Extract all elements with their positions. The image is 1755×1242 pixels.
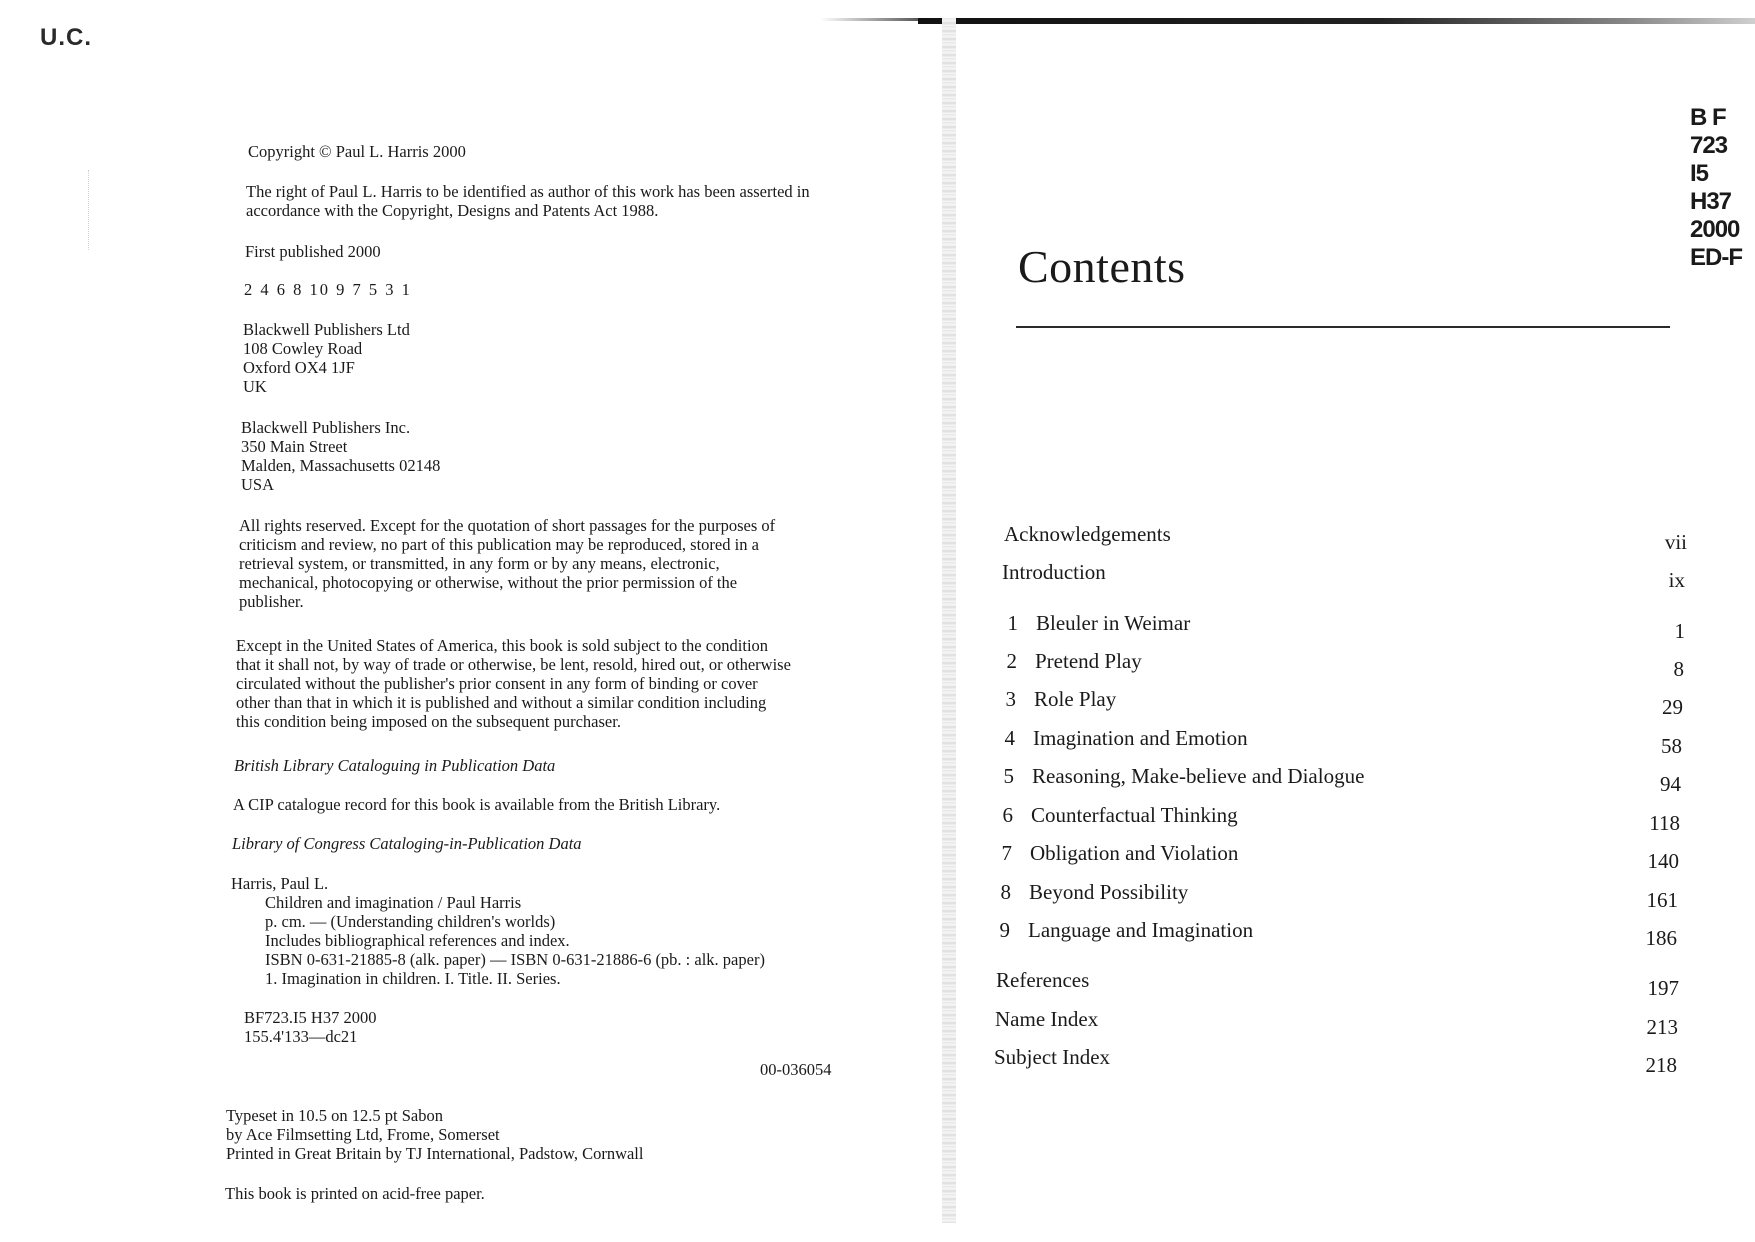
typesetting-credits: Typeset in 10.5 on 12.5 pt Sabon by Ace Filmsetting Ltd, Frome, Somerset Printed in Great Britain by TJ International, Padstow, Cornwall (226, 1106, 644, 1163)
toc-entry (996, 687, 1683, 717)
book-gutter (942, 18, 956, 1223)
toc-chapter-number: 3 (1005, 687, 1016, 711)
lc-control-number: 00-036054 (760, 1060, 832, 1079)
toc-chapter-number: 9 (999, 918, 1010, 942)
loc-cip-heading: Library of Congress Cataloging-in-Publication Data (232, 834, 582, 853)
toc-entry (991, 880, 1678, 910)
toc-page-number: 218 (1645, 1053, 1677, 1077)
toc-page-number: 94 (1660, 772, 1681, 796)
toc-chapter-number: 4 (1004, 726, 1015, 750)
toc-chapter-number: 6 (1002, 803, 1013, 827)
toc-entry (996, 968, 1679, 998)
toc-entry-title: Reasoning, Make-believe and Dialogue (1032, 764, 1365, 788)
toc-entry-title: References (996, 968, 1090, 992)
toc-chapter-number: 8 (1000, 880, 1011, 904)
copyright-line: Copyright © Paul L. Harris 2000 (248, 142, 466, 161)
toc-entry-title: Introduction (1002, 560, 1106, 584)
toc-page-number: ix (1668, 568, 1685, 592)
toc-page-number: 213 (1646, 1015, 1678, 1039)
bl-cip-heading: British Library Cataloguing in Publication Data (234, 756, 556, 775)
toc-entry (995, 726, 1682, 756)
toc-entry-title: Counterfactual Thinking (1031, 803, 1238, 827)
toc-entry-title: Obligation and Violation (1030, 841, 1239, 865)
toc-entry-title: Beyond Possibility (1029, 880, 1189, 904)
cip-author: Harris, Paul L. (231, 874, 329, 893)
toc-entry (990, 918, 1677, 948)
toc-page-number: 29 (1662, 695, 1683, 719)
toc-entry (994, 764, 1681, 794)
toc-entry-title: Subject Index (994, 1045, 1111, 1069)
first-published: First published 2000 (245, 242, 381, 261)
acid-free-paper-note: This book is printed on acid-free paper. (225, 1184, 485, 1203)
classification-numbers: BF723.I5 H37 2000 155.4'133—dc21 (244, 1008, 377, 1046)
toc-page-number: 8 (1673, 657, 1684, 681)
toc-chapter-number: 2 (1006, 649, 1017, 673)
toc-entry-title: Imagination and Emotion (1033, 726, 1248, 750)
toc-page-number: 1 (1674, 619, 1685, 643)
toc-entry (994, 1045, 1677, 1075)
publisher-us-address: Blackwell Publishers Inc. 350 Main Street Malden, Massachusetts 02148 USA (241, 418, 441, 494)
contents-heading: Contents (1018, 241, 1186, 292)
toc-entry (995, 1007, 1678, 1037)
corner-stamp: U.C. (40, 24, 92, 51)
toc-entry-title: Name Index (995, 1007, 1099, 1031)
toc-page-number: 161 (1646, 888, 1678, 912)
printing-line: 2 4 6 8 10 9 7 5 3 1 (244, 280, 412, 299)
bl-cip-record: A CIP catalogue record for this book is available from the British Library. (233, 795, 721, 814)
toc-entry (1002, 560, 1685, 590)
rights-reserved-notice: All rights reserved. Except for the quotation of short passages for the purposes of criticism and review, no part of this publication may be reproduced, stored in a retrieval system, or transmitted, in any form or by any means, electronic, mechanical, photocopying or otherwise, without the prior permission of the publisher. (239, 516, 776, 611)
toc-chapter-number: 1 (1007, 611, 1018, 635)
toc-page-number: 140 (1647, 849, 1679, 873)
toc-page-number: 118 (1649, 811, 1680, 835)
toc-entry-title: Role Play (1034, 687, 1117, 711)
toc-page-number: 186 (1645, 926, 1677, 950)
toc-entry-title: Bleuler in Weimar (1036, 611, 1191, 635)
toc-chapter-number: 7 (1001, 841, 1012, 865)
contents-page (960, 0, 1755, 1242)
toc-page-number: vii (1664, 530, 1687, 554)
toc-chapter-number: 5 (1003, 764, 1014, 788)
toc-entry (1004, 522, 1687, 552)
toc-entry-title: Acknowledgements (1004, 522, 1171, 546)
library-call-number-label: B F 723 I5 H37 2000 ED-F (1690, 104, 1742, 271)
toc-page-number: 197 (1647, 976, 1679, 1000)
toc-entry (997, 649, 1684, 679)
toc-page-number: 58 (1661, 734, 1682, 758)
moral-right-notice: The right of Paul L. Harris to be identified as author of this work has been asserted in accordance with the Copyright, Designs and Patents Act 1988. (246, 182, 810, 220)
toc-entry-title: Language and Imagination (1028, 918, 1254, 942)
heading-rule (1016, 326, 1670, 328)
toc-entry-title: Pretend Play (1035, 649, 1142, 673)
cip-details: Children and imagination / Paul Harris p. cm. — (Understanding children's worlds) Includes bibliographical references and index. ISBN 0-631-21885-8 (alk. paper) — ISBN 0-631-21886-6 (pb. : alk. paper) 1. Imagination in children. I. Title. II. Series. (265, 893, 765, 988)
publisher-uk-address: Blackwell Publishers Ltd 108 Cowley Road Oxford OX4 1JF UK (243, 320, 410, 396)
toc-entry (992, 841, 1679, 871)
sale-condition-notice: Except in the United States of America, this book is sold subject to the condition that it shall not, by way of trade or otherwise, be lent, resold, hired out, or otherwise circulated without the publisher's prior consent in any form of binding or cover other than that in which it is published and without a similar condition including this condition being imposed on the subsequent purchaser. (236, 636, 791, 731)
toc-entry (993, 803, 1680, 833)
toc-entry (998, 611, 1685, 641)
